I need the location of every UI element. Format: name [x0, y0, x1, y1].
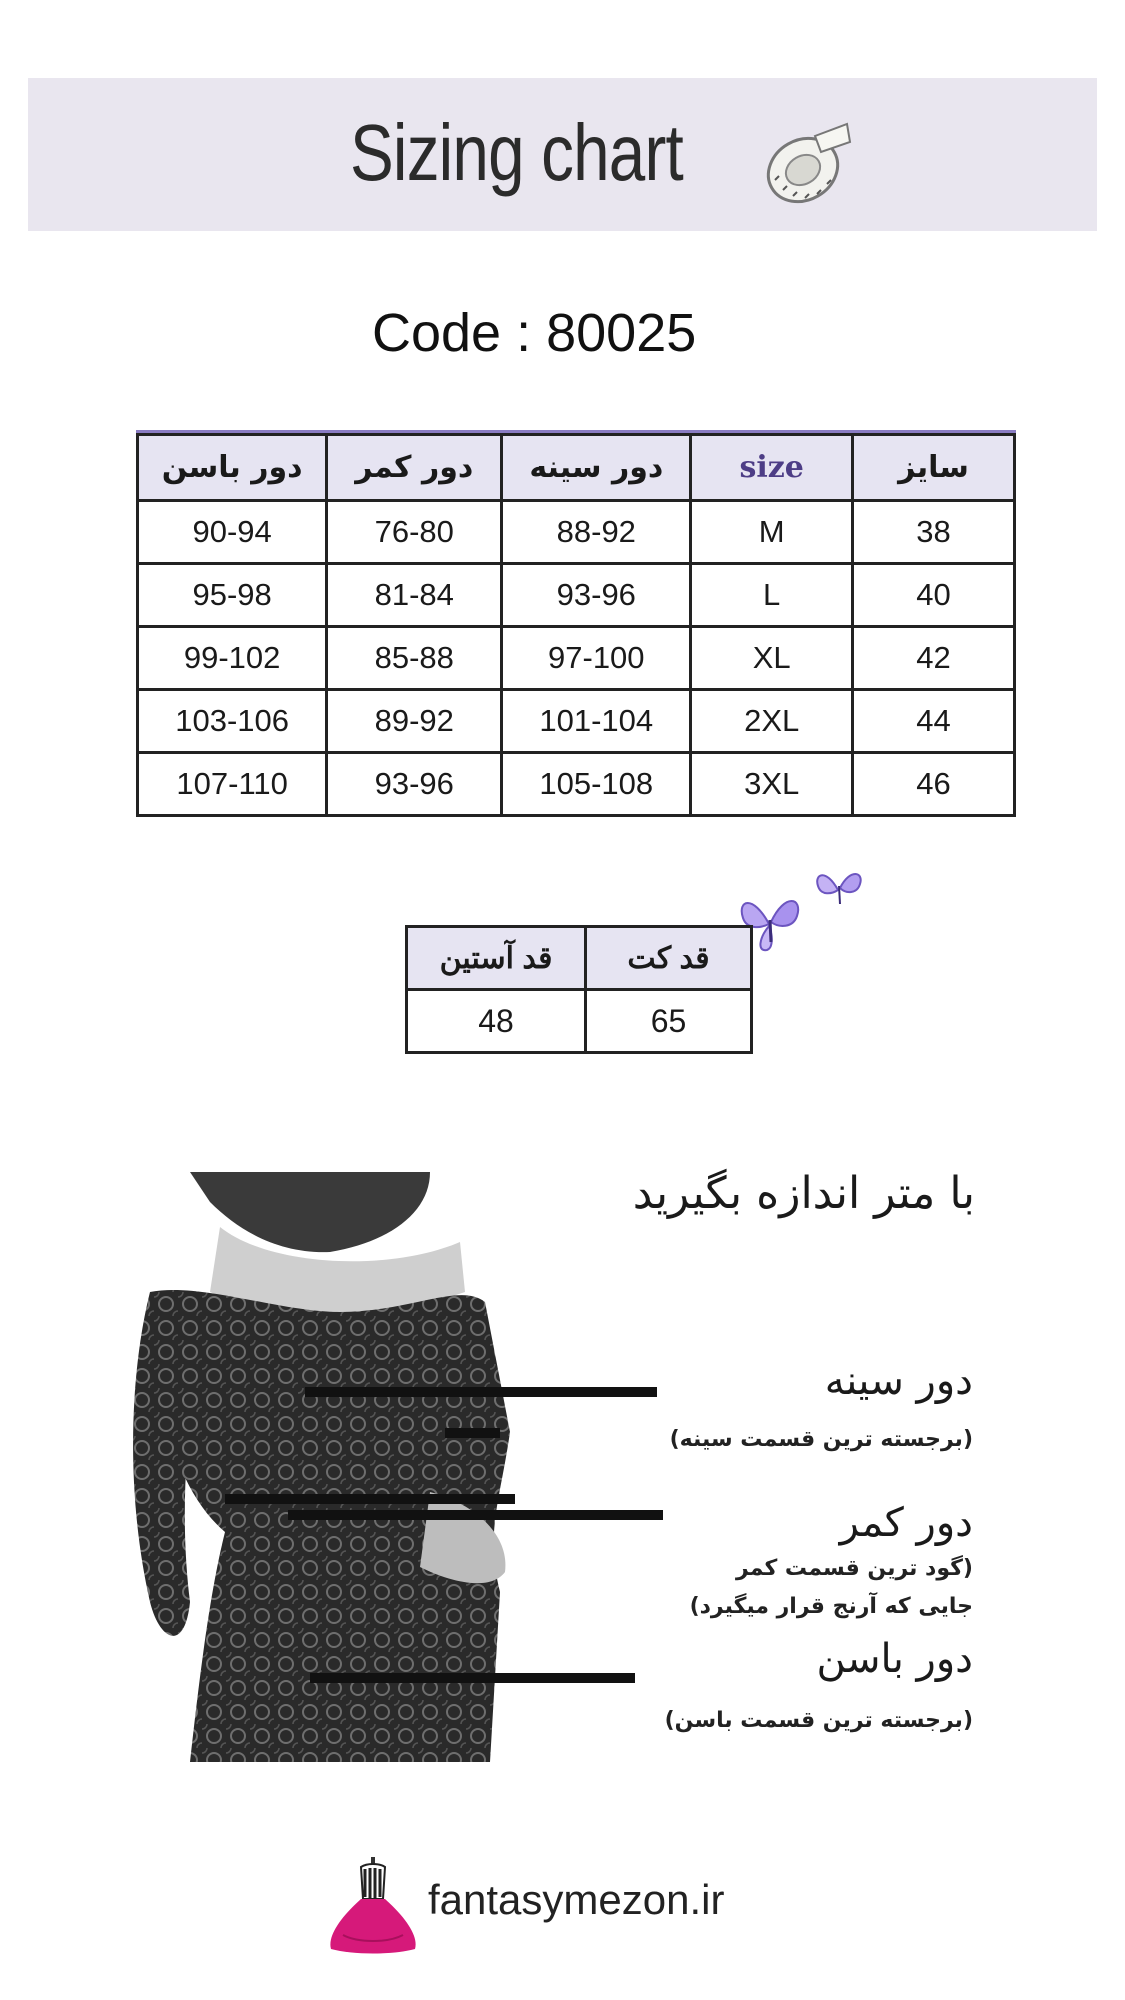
cell-hip: 107-110: [138, 753, 327, 816]
cell-jacket-length: 65: [586, 990, 752, 1053]
cell-bust: 93-96: [502, 564, 691, 627]
site-name[interactable]: fantasymezon.ir: [428, 1876, 725, 1923]
hip-title: دور باسن: [816, 1636, 973, 1682]
cell-waist: 85-88: [327, 627, 502, 690]
header-sleeve-length: قد آستین: [407, 927, 586, 990]
bust-measure-mark: [445, 1428, 500, 1438]
cell-hip: 90-94: [138, 501, 327, 564]
size-table: [136, 433, 1016, 817]
cell-waist: 81-84: [327, 564, 502, 627]
table-row: [138, 690, 1015, 753]
cell-size-en: 3XL: [691, 753, 853, 816]
bust-title: دور سینه: [824, 1358, 973, 1404]
header-waist: دور کمر: [327, 435, 502, 501]
cell-hip: 95-98: [138, 564, 327, 627]
table-row: [138, 501, 1015, 564]
waist-measure-line: [288, 1510, 663, 1520]
hip-note: (برجسته ترین قسمت باسن): [664, 1708, 973, 1733]
table-row: [407, 990, 752, 1053]
size-table-header-row: [138, 435, 1015, 501]
bust-note: (برجسته ترین قسمت سینه): [669, 1427, 973, 1452]
cell-hip: 99-102: [138, 627, 327, 690]
table-row: [138, 627, 1015, 690]
header-size-fa: سایز: [853, 435, 1015, 501]
waist-note-line-2: جایی که آرنج قرار میگیرد): [689, 1594, 973, 1619]
cell-hip: 103-106: [138, 690, 327, 753]
cell-size-fa: 44: [853, 690, 1015, 753]
cell-size-fa: 40: [853, 564, 1015, 627]
length-table-header-row: [407, 927, 752, 990]
cell-waist: 76-80: [327, 501, 502, 564]
dress-on-mannequin-icon: [323, 1855, 423, 1955]
header-bust: دور سینه: [502, 435, 691, 501]
cell-bust: 88-92: [502, 501, 691, 564]
cell-size-en: 2XL: [691, 690, 853, 753]
waist-note-line-1: (گود ترین قسمت کمر: [736, 1556, 973, 1581]
cell-sleeve-length: 48: [407, 990, 586, 1053]
cell-size-fa: 42: [853, 627, 1015, 690]
cell-size-fa: 46: [853, 753, 1015, 816]
length-table: [405, 925, 753, 1054]
cell-waist: 89-92: [327, 690, 502, 753]
cell-bust: 97-100: [502, 627, 691, 690]
header-hip: دور باسن: [138, 435, 327, 501]
page-title: Sizing chart: [350, 108, 683, 197]
cell-size-en: M: [691, 501, 853, 564]
hip-measure-line: [310, 1673, 635, 1683]
header-size-en: size: [691, 435, 853, 501]
waist-title: دور کمر: [839, 1500, 973, 1546]
bust-measure-line: [305, 1387, 657, 1397]
header-jacket-length: قد کت: [586, 927, 752, 990]
cell-bust: 101-104: [502, 690, 691, 753]
cell-waist: 93-96: [327, 753, 502, 816]
butterfly-icon: [812, 866, 866, 914]
cell-size-en: XL: [691, 627, 853, 690]
table-row: [138, 753, 1015, 816]
measuring-tape-icon: [755, 118, 855, 213]
cell-size-en: L: [691, 564, 853, 627]
product-code: Code : 80025: [372, 303, 697, 363]
cell-size-fa: 38: [853, 501, 1015, 564]
table-row: [138, 564, 1015, 627]
measure-instruction-title: با متر اندازه بگیرید: [632, 1168, 975, 1219]
cell-bust: 105-108: [502, 753, 691, 816]
